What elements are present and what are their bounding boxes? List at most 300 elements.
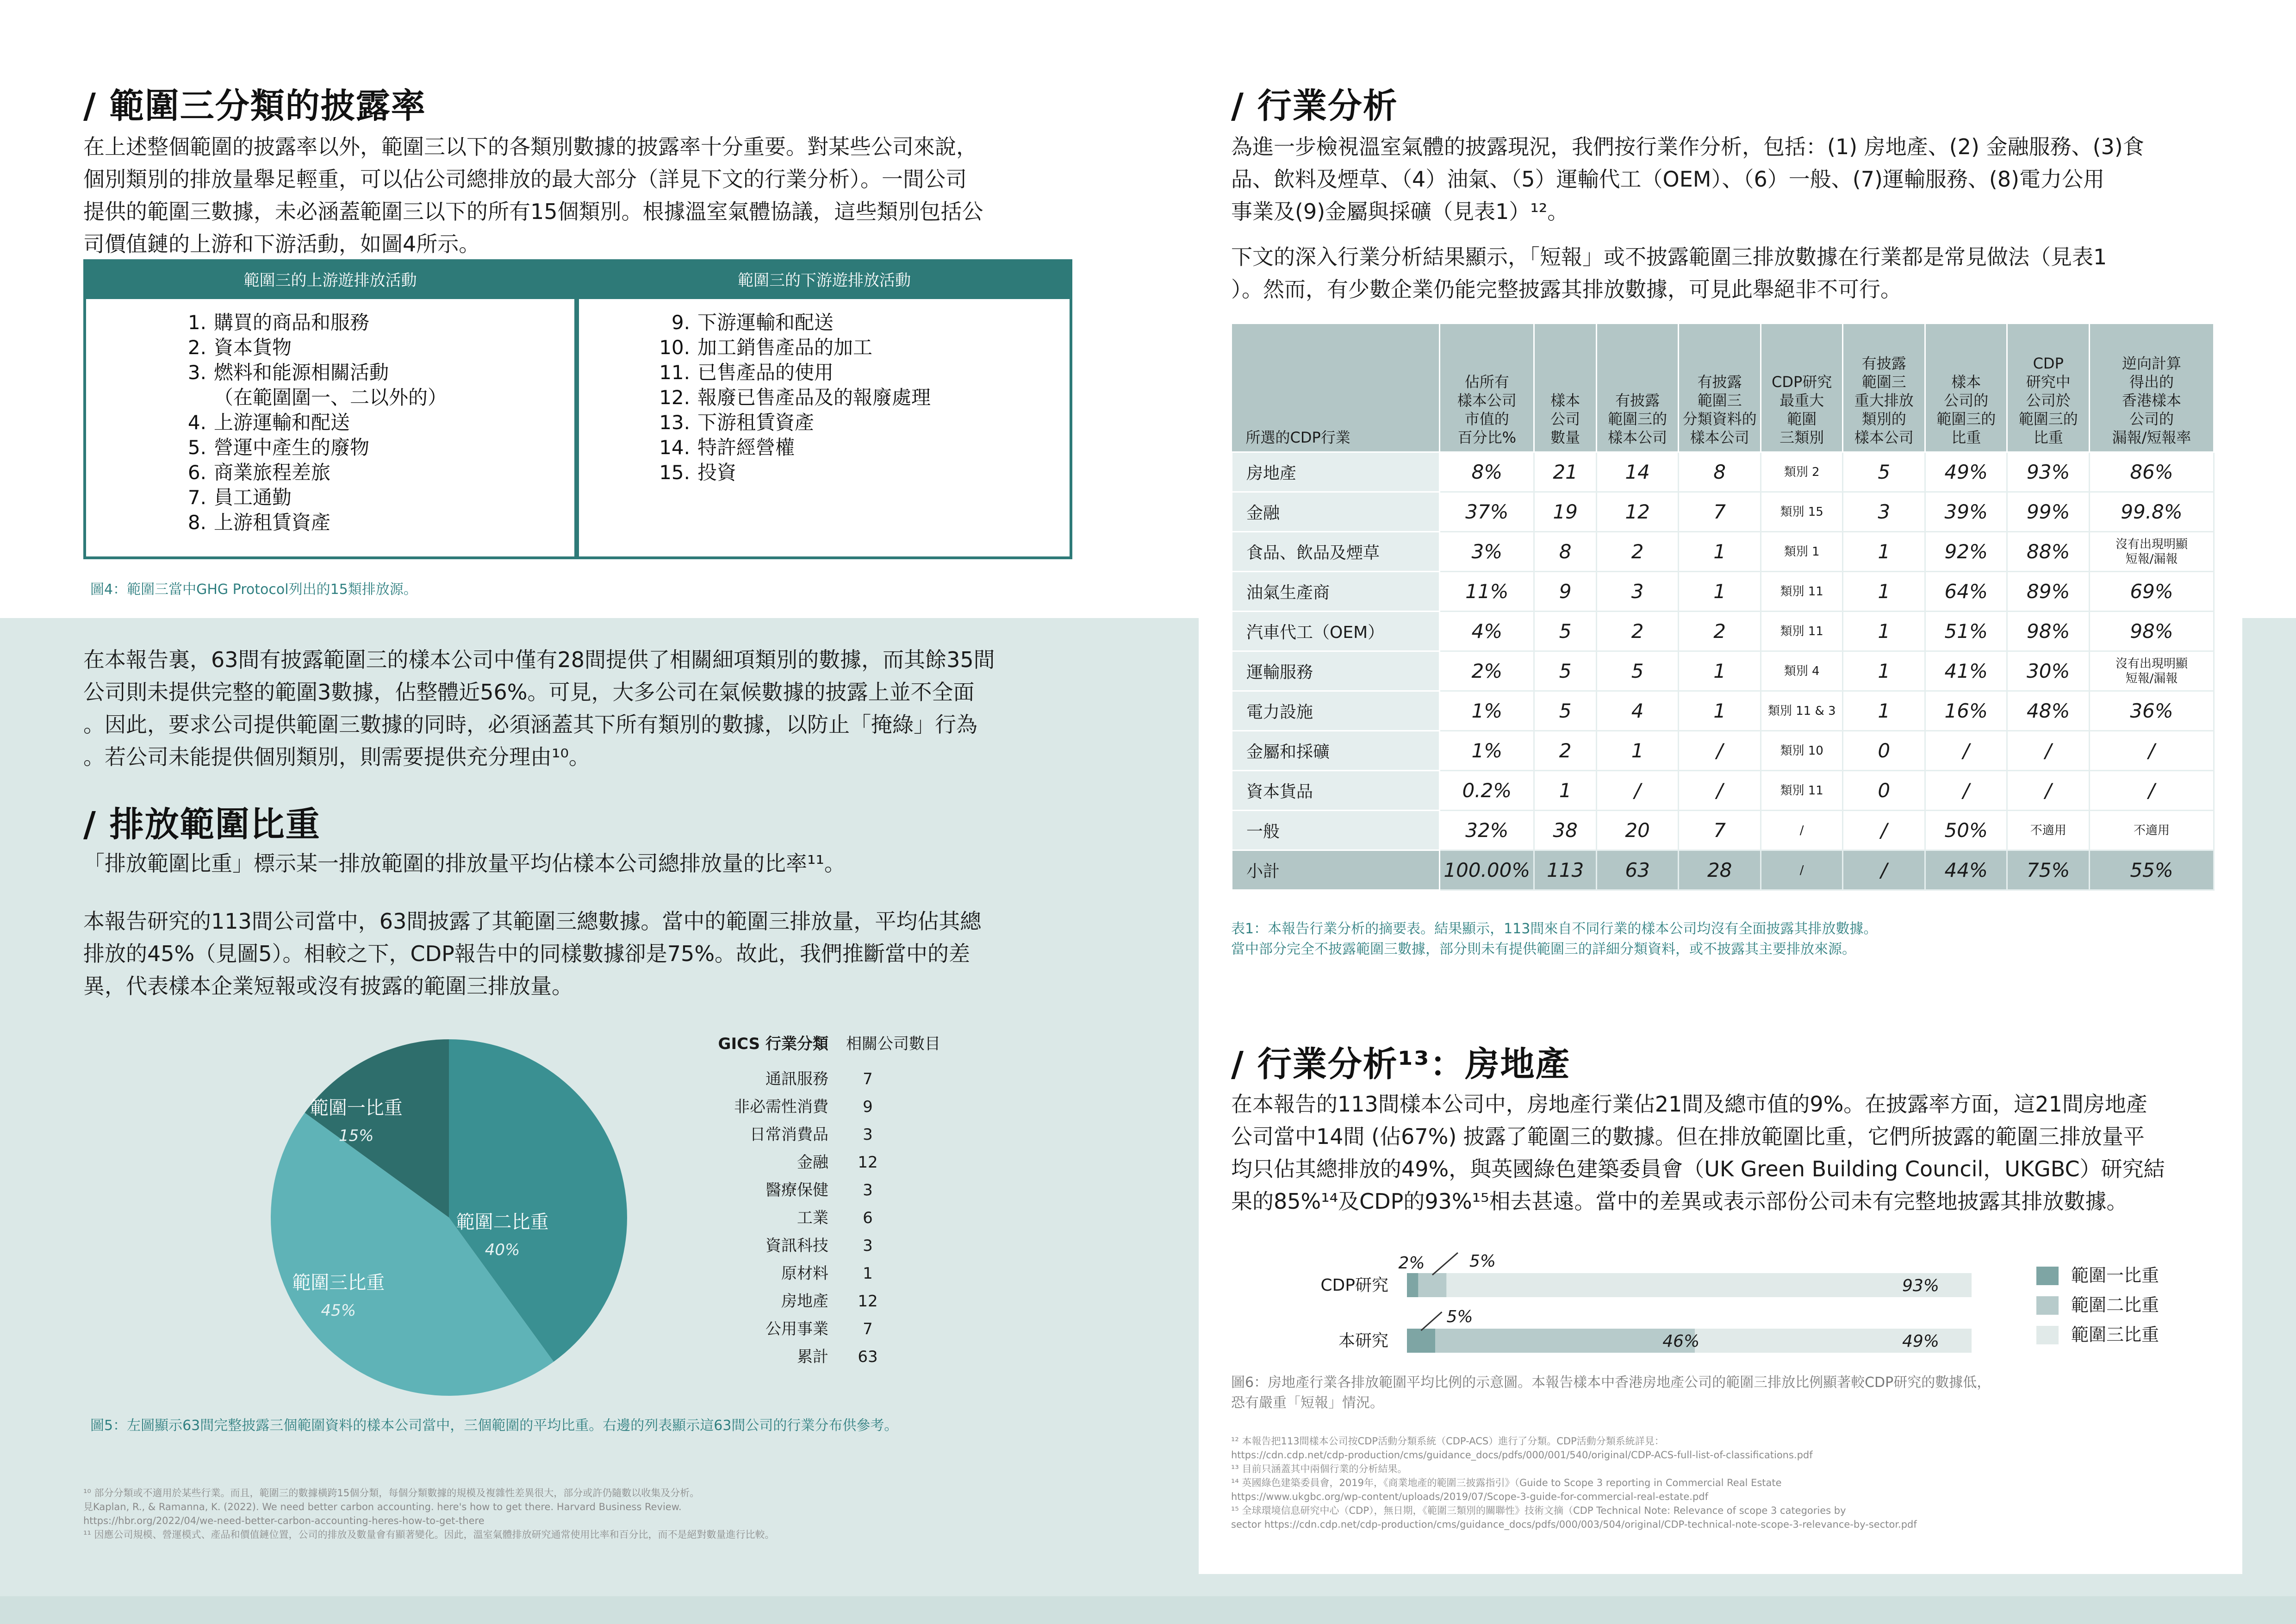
table-cell: 5 — [1843, 452, 1925, 492]
table-row — [1232, 612, 2214, 651]
row-label: 一般 — [1232, 811, 1440, 850]
table-row — [1232, 850, 2214, 890]
table-cell: 1 — [1843, 612, 1925, 651]
table-cell: 不適用 — [2089, 811, 2214, 850]
gics-row — [648, 1315, 958, 1343]
header-line: 範圍 — [1787, 410, 1817, 428]
gics-category: 資訊科技 — [765, 1237, 828, 1255]
table-cell: 89% — [2007, 572, 2090, 612]
row-label: 油氣生產商 — [1232, 572, 1440, 612]
item-text: 投資 — [697, 461, 737, 484]
table-cell: 93% — [2007, 452, 2090, 492]
header-line: 範圍三 — [1861, 373, 1906, 391]
pie-label: 範圍一比重 — [310, 1097, 403, 1119]
row-label: 食品、飲品及煙草 — [1232, 532, 1440, 572]
table-cell: / — [1843, 850, 1925, 890]
table-cell: 3 — [1843, 492, 1925, 532]
paragraph-line: 公司當中14間 (佔67%) 披露了範圍三的數據。但在排放範圍比重，它們所披露的範圍三排放量平 — [1231, 1124, 2145, 1149]
gics-count: 9 — [863, 1098, 873, 1116]
emission-weight-paragraph — [83, 905, 1078, 1002]
disclosure-paragraph — [83, 643, 1078, 773]
bar-value-label: 5% — [1469, 1252, 1496, 1271]
table-cell: 7 — [1679, 492, 1761, 532]
header-line: 市值的 — [1464, 410, 1509, 428]
header-line: 有披露 — [1615, 392, 1660, 409]
table-cell: 1 — [1679, 572, 1761, 612]
gics-industry-list — [648, 1030, 958, 1371]
table-cell: 1% — [1440, 731, 1534, 771]
table-cell: 類別 4 — [1761, 651, 1843, 691]
table-cell: / — [2007, 771, 2090, 811]
header-line: 公司於 — [2026, 392, 2071, 409]
paragraph-line: 司價值鏈的上游和下游活動，如圖4所示。 — [83, 231, 480, 256]
paragraph-line: 提供的範圍三數據，未必涵蓋範圍三以下的所有15個類別。根據溫室氣體協議，這些類別包括公 — [83, 199, 983, 224]
table-cell: 1 — [1534, 771, 1596, 811]
table-cell: 51% — [1925, 612, 2007, 651]
gics-count: 7 — [863, 1320, 873, 1338]
scope-weight-pie-chart — [259, 1028, 639, 1407]
gics-category: 非必需性消費 — [734, 1098, 828, 1116]
footnote-line: ¹⁰ 部分分類或不適用於某些行業。而且，範圍三的數據橫跨15個分類，每個分類數據的規模及複雜性差異很大，部分或許仍隨數以收集及分析。 — [83, 1487, 700, 1499]
scope-activity-item — [658, 360, 1070, 385]
paragraph-line: 在上述整個範圍的披露率以外，範圍三以下的各類別數據的披露率十分重要。對某些公司來說， — [83, 134, 977, 159]
item-number: 6. — [187, 461, 206, 484]
table-cell: 9 — [1534, 572, 1596, 612]
gics-row — [648, 1121, 958, 1149]
pie-label: 範圍二比重 — [456, 1212, 549, 1233]
scope-activity-item — [174, 485, 574, 510]
header-line: 香港樣本 — [2122, 392, 2181, 409]
section-title-scope3-categories: / 範圍三分類的披露率 — [83, 86, 426, 126]
table-cell: 99.8% — [2089, 492, 2214, 532]
table-cell: 不適用 — [2007, 811, 2090, 850]
gics-count: 3 — [863, 1181, 873, 1199]
table-cell: 48% — [2007, 691, 2090, 731]
caption-line: 表1：本報告行業分析的摘要表。結果顯示，113間來自不同行業的樣本公司均沒有全面披露其排放數據。 — [1231, 921, 1878, 937]
industry-summary-table — [1231, 324, 2215, 891]
table-cell: 3% — [1440, 532, 1534, 572]
legend-label: 範圍三比重 — [2071, 1324, 2159, 1345]
table-row — [1232, 572, 2214, 612]
table-cell: 類別 11 — [1761, 771, 1843, 811]
header-line: 公司 — [1550, 410, 1580, 428]
header-line: 比重 — [1951, 429, 1981, 446]
item-number: 10. — [659, 336, 690, 359]
table-cell: / — [2089, 731, 2214, 771]
header-line: 逆向計算 — [2122, 355, 2181, 372]
item-number: 7. — [187, 486, 206, 509]
gics-category: 通訊服務 — [765, 1070, 828, 1088]
gics-count: 3 — [863, 1237, 873, 1255]
gics-row — [648, 1287, 958, 1315]
table-cell: 類別 11 — [1761, 572, 1843, 612]
bar-segment — [1435, 1329, 1695, 1353]
table-cell: 類別 10 — [1761, 731, 1843, 771]
downstream-list — [579, 299, 1070, 485]
scope-activity-item — [174, 360, 574, 385]
paragraph-line: 為進一步檢視溫室氣體的披露現況，我們按行業作分析，包括：(1) 房地產、(2) 金融服務、(3)食 — [1231, 134, 2144, 159]
gics-row — [648, 1232, 958, 1260]
pie-value-label: 15% — [339, 1126, 374, 1145]
leader-line — [1432, 1253, 1458, 1275]
table-cell: 37% — [1440, 492, 1534, 532]
table-cell: 99% — [2007, 492, 2090, 532]
gics-category: 工業 — [797, 1209, 828, 1227]
header-line: 百分比% — [1457, 429, 1516, 446]
upstream-list — [86, 299, 574, 535]
table-cell: 8 — [1679, 452, 1761, 492]
item-text: 資本貨物 — [214, 336, 292, 359]
right-footnotes — [1231, 1434, 1917, 1531]
pie-value-label: 40% — [485, 1241, 520, 1260]
item-number: 4. — [187, 411, 206, 434]
header-line: 公司的 — [2129, 410, 2174, 428]
table-cell: 92% — [1925, 532, 2007, 572]
table-cell: 30% — [2007, 651, 2090, 691]
gics-row — [648, 1176, 958, 1204]
row-label: 金融 — [1232, 492, 1440, 532]
header-line: 範圍三的 — [1936, 410, 1996, 428]
caption-line: 當中部分完全不披露範圍三數據，部分則未有提供範圍三的詳細分類資料，或不披露其主要排放來源。 — [1231, 941, 1856, 957]
gics-count: 1 — [863, 1264, 873, 1283]
table-cell: / — [1843, 811, 1925, 850]
footnote-line: https://www.ukgbc.org/wp-content/uploads/2019/07/Scope-3-guide-for-commercial-real-estate.pdf — [1231, 1491, 1709, 1502]
table-cell: 4 — [1596, 691, 1679, 731]
gics-category: 原材料 — [781, 1264, 828, 1283]
table-cell: 50% — [1925, 811, 2007, 850]
table-cell: / — [1925, 731, 2007, 771]
item-text: 已售產品的使用 — [697, 361, 834, 384]
paragraph-line: 排放的45%（見圖5）。相較之下，CDP報告中的同樣數據卻是75%。故此，我們推斷當中的差 — [83, 941, 971, 966]
table-cell: 12 — [1596, 492, 1679, 532]
item-text: 下游租賃資產 — [697, 411, 815, 434]
table-cell: 5 — [1596, 651, 1679, 691]
table-row — [1232, 731, 2214, 771]
table-cell: 類別 11 & 3 — [1761, 691, 1843, 731]
item-number: 15. — [659, 461, 690, 484]
table-cell: 1 — [1843, 572, 1925, 612]
left-footnotes — [83, 1486, 775, 1542]
paragraph-line: 公司則未提供完整的範圍3數據，佔整體近56%。可見，大多公司在氣候數據的披露上並不全面 — [83, 680, 975, 705]
bar-segment — [1418, 1273, 1446, 1297]
table-cell: / — [2089, 771, 2214, 811]
scope-activity-item — [658, 410, 1070, 435]
paragraph-line: 。因此，要求公司提供範圍三數據的同時，必須涵蓋其下所有類別的數據，以防止「掩綠」行為 — [83, 712, 977, 737]
header-line: 重大排放 — [1854, 392, 1914, 409]
row-label: 運輸服務 — [1232, 651, 1440, 691]
bar-category-label: CDP研究 — [1320, 1276, 1388, 1295]
table-cell: 1 — [1843, 651, 1925, 691]
table-cell: / — [1679, 771, 1761, 811]
header-line: 樣本 — [1550, 392, 1580, 409]
header-line: CDP研究 — [1772, 373, 1832, 391]
item-number: 8. — [187, 511, 206, 534]
item-text: 商業旅程差旅 — [214, 461, 331, 484]
gics-rows — [648, 1065, 958, 1371]
paragraph-line: ）。然而，有少數企業仍能完整披露其排放數據，可見此舉絕非不可行。 — [1231, 277, 1902, 302]
item-number: 5. — [187, 436, 206, 459]
section-title-emission-weight: / 排放範圍比重 — [83, 805, 321, 844]
table-cell: 7 — [1679, 811, 1761, 850]
gics-count: 3 — [863, 1125, 873, 1144]
table-cell: 3 — [1596, 572, 1679, 612]
header-line: 最重大 — [1780, 392, 1824, 409]
table-cell: 86% — [2089, 452, 2214, 492]
table-cell: 類別 2 — [1761, 452, 1843, 492]
table-cell: 39% — [1925, 492, 2007, 532]
table-cell: 21 — [1534, 452, 1596, 492]
table-cell: 41% — [1925, 651, 2007, 691]
scope-activity-item — [658, 435, 1070, 460]
table-row — [1232, 691, 2214, 731]
table-cell: / — [1925, 771, 2007, 811]
emission-weight-definition: 「排放範圍比重」標示某一排放範圍的排放量平均佔樣本公司總排放量的比率¹¹。 — [83, 851, 846, 876]
header-line: 類別的 — [1861, 410, 1906, 428]
table-cell: 2 — [1596, 532, 1679, 572]
table-header-cell — [1679, 324, 1761, 452]
pie-value-label: 45% — [321, 1301, 356, 1320]
footnote-line: https://cdn.cdp.net/cdp-production/cms/guidance_docs/pdfs/000/001/540/original/CDP-ACS-full-list-of-classifications.pdf — [1231, 1449, 1813, 1461]
table-cell: 1 — [1679, 651, 1761, 691]
table-cell: 0.2% — [1440, 771, 1534, 811]
table-cell — [2089, 651, 2214, 691]
table-cell: 75% — [2007, 850, 2090, 890]
item-text: 上游運輸和配送 — [214, 411, 350, 434]
gics-row — [648, 1343, 958, 1371]
table-cell: 類別 15 — [1761, 492, 1843, 532]
upstream-box — [83, 259, 577, 559]
bottom-strip — [0, 1596, 2296, 1624]
figure6-caption — [1231, 1373, 1991, 1413]
table-cell — [2089, 532, 2214, 572]
item-text: 報廢已售產品及的報廢處理 — [697, 386, 931, 409]
item-text: 加工銷售產品的加工 — [697, 336, 873, 359]
item-text: 員工通勤 — [214, 486, 292, 509]
table-header-cell — [1843, 324, 1925, 452]
table-cell: 1 — [1843, 532, 1925, 572]
table-header-cell — [1440, 324, 1534, 452]
table-cell: 5 — [1534, 651, 1596, 691]
item-number: 13. — [659, 411, 690, 434]
item-number: 9. — [671, 311, 690, 334]
real-estate-paragraph — [1231, 1088, 2226, 1218]
item-text: 下游運輸和配送 — [697, 311, 834, 334]
item-text: 燃料和能源相關活動 — [214, 361, 389, 384]
industry-paragraph-2 — [1231, 241, 2226, 306]
row-label: 房地產 — [1232, 452, 1440, 492]
cell-line: 沒有出現明顯 — [2115, 656, 2188, 671]
paragraph-line: 本報告研究的113間公司當中，63間披露了其範圍三總數據。當中的範圍三排放量，平均佔其總 — [83, 909, 982, 934]
paragraph-line: 異，代表樣本企業短報或沒有披露的範圍三排放量。 — [83, 974, 573, 999]
paragraph-line: 在本報告裏，63間有披露範圍三的樣本公司中僅有28間提供了相關細項類別的數據，而其餘35間 — [83, 647, 995, 672]
gics-head-count: 相關公司數目 — [846, 1035, 940, 1053]
bar-value-label: 2% — [1398, 1254, 1425, 1273]
table-cell: / — [1761, 811, 1843, 850]
header-line: 三類別 — [1780, 429, 1824, 446]
gics-category: 累計 — [797, 1348, 828, 1366]
gics-head-category: GICS 行業分類 — [718, 1035, 828, 1053]
table-cell: 36% — [2089, 691, 2214, 731]
table-cell: 5 — [1534, 612, 1596, 651]
item-number: 12. — [659, 386, 690, 409]
gics-category: 公用事業 — [765, 1320, 828, 1338]
legend-label: 範圍二比重 — [2071, 1295, 2159, 1315]
legend-swatch — [2036, 1267, 2059, 1285]
header-line: 範圍三的 — [2018, 410, 2078, 428]
table-cell: / — [1679, 731, 1761, 771]
paragraph-line: 。若公司未能提供個別類別，則需要提供充分理由¹⁰。 — [83, 744, 590, 769]
downstream-box — [576, 259, 1072, 559]
table-header-cell — [1925, 324, 2007, 452]
table-cell: 11% — [1440, 572, 1534, 612]
paragraph-line: 個別類別的排放量舉足輕重，可以佔公司總排放的最大部分（詳見下文的行業分析）。一間公司 — [83, 167, 967, 192]
table-cell: 5 — [1534, 691, 1596, 731]
legend-swatch — [2036, 1326, 2059, 1344]
header-line: 比重 — [2033, 429, 2063, 446]
section-title-industry-analysis: / 行業分析 — [1231, 86, 1398, 126]
scope-activity-item — [174, 385, 574, 410]
table-cell: 64% — [1925, 572, 2007, 612]
table-cell: 69% — [2089, 572, 2214, 612]
scope-activity-item — [658, 335, 1070, 360]
paragraph-line: 在本報告的113間樣本公司中，房地產行業佔21間及總市值的9%。在披露率方面，這21間房地產 — [1231, 1092, 2147, 1117]
header-line: 樣本公司 — [1854, 429, 1914, 446]
bar-value-label: 46% — [1662, 1332, 1700, 1351]
gics-category: 日常消費品 — [750, 1125, 828, 1144]
cell-line: 沒有出現明顯 — [2115, 537, 2188, 551]
item-number: 11. — [659, 361, 690, 384]
footnote-line: ¹³ 目前只涵蓋其中兩個行業的分析結果。 — [1231, 1463, 1407, 1474]
paragraph-line: 果的85%¹⁴及CDP的93%¹⁵相去甚遠。當中的差異或表示部份公司未有完整地披露其排放數據。 — [1231, 1189, 2128, 1214]
header-line: CDP — [2033, 355, 2064, 372]
item-text: （在範圍圍一、二以外的） — [214, 386, 448, 409]
item-number: 1. — [187, 311, 206, 334]
pie-label: 範圍三比重 — [292, 1272, 385, 1293]
table-cell: 88% — [2007, 532, 2090, 572]
header-line: 所選的CDP行業 — [1245, 429, 1350, 446]
gics-category: 金融 — [797, 1153, 828, 1172]
scope-activity-item — [174, 410, 574, 435]
paragraph-line: 品、飲料及煙草、（4）油氣、（5）運輸代工（OEM）、（6）一般、(7)運輸服務、(8)電力公用 — [1231, 167, 2105, 192]
row-label: 汽車代工（OEM） — [1232, 612, 1440, 651]
gics-row — [648, 1260, 958, 1287]
header-line: 得出的 — [2129, 373, 2174, 391]
table-cell: 113 — [1534, 850, 1596, 890]
footnote-line: ¹⁵ 全球環境信息研究中心（CDP），無日期，《範圍三類別的關聯性》技術文摘（CDP Technical Note: Relevance of scope 3 categories by — [1231, 1505, 1846, 1516]
table-cell: 16% — [1925, 691, 2007, 731]
gics-count: 12 — [858, 1292, 878, 1311]
table-header-cell — [1596, 324, 1679, 452]
table-cell: 98% — [2007, 612, 2090, 651]
header-line: 數量 — [1550, 429, 1580, 446]
scope-activity-item — [174, 435, 574, 460]
table-cell: 0 — [1843, 771, 1925, 811]
table-header-cell — [2007, 324, 2090, 452]
item-number: 2. — [187, 336, 206, 359]
table-row — [1232, 771, 2214, 811]
table-cell: 14 — [1596, 452, 1679, 492]
gics-count: 7 — [863, 1070, 873, 1088]
footnote-line: https://hbr.org/2022/04/we-need-better-carbon-accounting-heres-how-to-get-there — [83, 1515, 485, 1526]
table-header-cell — [2089, 324, 2214, 452]
leader-line — [1421, 1312, 1442, 1330]
header-line: 佔所有 — [1464, 373, 1509, 391]
table-cell: 1% — [1440, 691, 1534, 731]
scope-activity-item — [174, 460, 574, 485]
header-line: 範圍三 — [1697, 392, 1742, 409]
table-cell: 63 — [1596, 850, 1679, 890]
header-line: 研究中 — [2026, 373, 2071, 391]
table-cell: 1 — [1843, 691, 1925, 731]
header-line: 樣本公司 — [1457, 392, 1517, 409]
row-label: 金屬和採礦 — [1232, 731, 1440, 771]
footnote-line: 見Kaplan, R., & Ramanna, K. (2022). We need better carbon accounting. here's how to get there. Harvard Business Review. — [83, 1501, 682, 1512]
table-cell: 32% — [1440, 811, 1534, 850]
cell-line: 短報/漏報 — [2125, 671, 2178, 686]
table-header-cell — [1232, 324, 1440, 452]
header-line: 樣本公司 — [1608, 429, 1668, 446]
table-cell: 2 — [1534, 731, 1596, 771]
header-line: 樣本 — [1951, 373, 1981, 391]
table-cell: 2 — [1679, 612, 1761, 651]
scope-activity-item — [658, 310, 1070, 335]
gics-row — [648, 1149, 958, 1176]
item-text: 營運中產生的廢物 — [214, 436, 370, 459]
item-text: 購買的商品和服務 — [214, 311, 370, 334]
scope-activity-item — [174, 310, 574, 335]
item-number: 14. — [659, 436, 690, 459]
table-cell: 20 — [1596, 811, 1679, 850]
table-cell: / — [1761, 850, 1843, 890]
table-cell: 2% — [1440, 651, 1534, 691]
table-cell: 38 — [1534, 811, 1596, 850]
gics-count: 63 — [858, 1348, 878, 1366]
table-header-cell — [1761, 324, 1843, 452]
table-cell: 44% — [1925, 850, 2007, 890]
table-cell: 1 — [1596, 731, 1679, 771]
paragraph-line: 均只佔其總排放的49%，與英國綠色建築委員會（UK Green Building Council，UKGBC）研究結 — [1231, 1156, 2165, 1181]
bar-segment — [1407, 1329, 1435, 1353]
gics-category: 醫療保健 — [765, 1181, 828, 1199]
item-number: 3. — [187, 361, 206, 384]
gics-row — [648, 1093, 958, 1121]
upstream-header: 範圍三的上游遊排放活動 — [86, 262, 574, 299]
figure5-caption: 圖5：左圖顯示63間完整披露三個範圍資料的樣本公司當中，三個範圍的平均比重。右邊的列表顯示這63間公司的行業分布供參考。 — [90, 1418, 898, 1434]
downstream-header: 範圍三的下游遊排放活動 — [579, 262, 1070, 299]
table-header-cell — [1534, 324, 1596, 452]
table-cell: 類別 1 — [1761, 532, 1843, 572]
table-cell: 19 — [1534, 492, 1596, 532]
caption-line: 恐有嚴重「短報」情況。 — [1231, 1395, 1384, 1411]
footnote-line: ¹⁴ 英國綠色建築委員會，2019年，《商業地產的範圍三披露指引》（Guide to Scope 3 reporting in Commercial Real Estate — [1231, 1477, 1782, 1488]
caption-line: 圖6：房地產行業各排放範圍平均比例的示意圖。本報告樣本中香港房地產公司的範圍三排放比例顯著較CDP研究的數據低， — [1231, 1374, 1991, 1391]
table-cell: 2 — [1596, 612, 1679, 651]
figure4-caption: 圖4：範圍三當中GHG Protocol列出的15類排放源。 — [90, 581, 417, 598]
gics-row — [648, 1204, 958, 1232]
scope-activity-item — [658, 385, 1070, 410]
paragraph-line: 事業及(9)金屬與採礦（見表1）¹²。 — [1231, 199, 1569, 224]
header-line: 有披露 — [1861, 355, 1906, 372]
table-row — [1232, 492, 2214, 532]
item-text: 特許經營權 — [697, 436, 795, 459]
table-cell: 8 — [1534, 532, 1596, 572]
header-line: 樣本公司 — [1690, 429, 1749, 446]
table-cell: 1 — [1679, 532, 1761, 572]
row-label: 電力設施 — [1232, 691, 1440, 731]
bar-segment — [1446, 1273, 1972, 1297]
bar-value-label: 49% — [1902, 1332, 1940, 1351]
table-row — [1232, 452, 2214, 492]
